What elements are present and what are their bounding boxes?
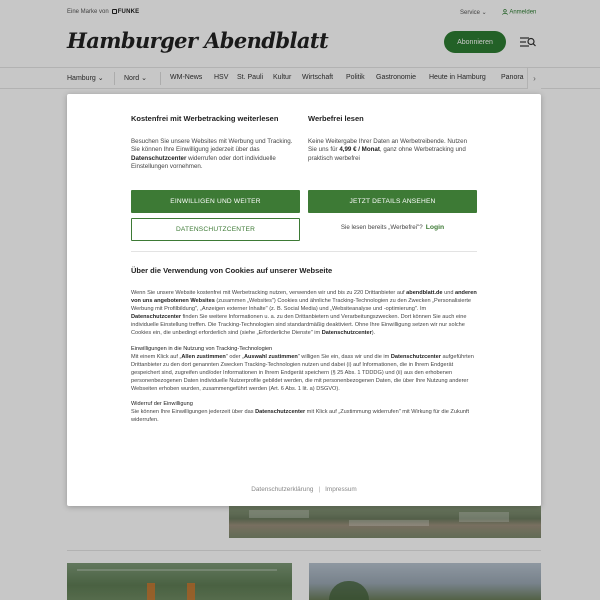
footer-separator: | — [318, 486, 321, 493]
nav-item-kultur[interactable]: Kultur — [273, 74, 292, 81]
pur-option-title: Werbefrei lesen — [308, 114, 364, 123]
nav-item-hamburg[interactable]: Hamburg ⌄ — [67, 75, 104, 82]
cookie-info-title: Über die Verwendung von Cookies auf unserer Webseite — [131, 266, 333, 275]
pur-login-link[interactable]: Login — [425, 224, 445, 231]
subscribe-button[interactable]: Abonnieren — [444, 31, 506, 53]
login-link[interactable]: Anmelden — [502, 9, 536, 16]
tracking-option-title: Kostenfrei mit Werbetracking weiterlesen — [131, 114, 279, 123]
privacy-center-inline-link[interactable]: Datenschutzcenter — [131, 314, 182, 321]
nav-item-panorama[interactable]: Panora — [501, 74, 524, 81]
already-subscribed — [308, 224, 477, 231]
cookie-consent-dialog — [67, 94, 541, 506]
cookie-info — [131, 266, 477, 431]
brand-prefix: Eine Marke von — [67, 9, 109, 16]
nav-item-gastronomie[interactable]: Gastronomie — [376, 74, 417, 81]
other-websites-link[interactable]: anderen von uns angebotenen Websites — [131, 290, 477, 305]
nav-scroll-right-icon[interactable]: › — [527, 68, 541, 89]
revoke-paragraph: Widerruf der Einwilligung Sie können Ihre Einwilligungen jederzeit über das Datenschutzcenter mit Klick auf „Zustimmung widerrufen" mit Wirkung für die Zukunft widerrufen. — [131, 400, 477, 424]
masthead-logo[interactable]: Hamburger Abendblatt — [67, 28, 329, 53]
consent-usage-heading: Einwilligungen in die Nutzung von Tracking-Technologien — [131, 345, 273, 352]
nav-item-hsv[interactable]: HSV — [214, 74, 229, 81]
accept-button[interactable]: EINWILLIGEN UND WEITER — [131, 190, 300, 213]
nav-item-politik[interactable]: Politik — [346, 74, 365, 81]
section-divider — [131, 251, 477, 252]
nav-item-wm-news[interactable]: WM-News — [170, 74, 203, 81]
privacy-center-inline-link[interactable]: Datenschutzcenter — [255, 409, 306, 416]
imprint-link[interactable]: Impressum — [325, 486, 357, 493]
pur-details-button[interactable]: JETZT DETAILS ANSEHEN — [308, 190, 477, 213]
consent-usage-paragraph: Einwilligungen in die Nutzung von Tracking-Technologien Mit einem Klick auf „Allen zustimmen" oder „Auswahl zustimmen" willigen Sie ein, dass wir und die im Datenschutzcenter aufgeführten Drittanbieter zu den dort genannten Zwecken Tracking-Technologien nutzen und dabei (i) auf Informationen, die in Ihrem Endgerät gespeichert sind, zugreifen und/oder Informationen in Ihrem Endgerät speichern (§ 25 Abs. 1 TDDDG) und (ii) aus den erhobenen personenbezogenen Daten individuelle Nutzerprofile gebildet werden, die mit personenbezogenen Daten, die über Ihre Nutzung anderer Webseiten erhoben wurden, zusammengeführt werden (Art. 6 Abs. 1 lit. a) DSGVO). — [131, 345, 477, 394]
tracking-option — [131, 114, 300, 172]
privacy-center-inline-link[interactable]: Datenschutzcenter — [390, 353, 441, 360]
funke-logo: FUNKE — [112, 9, 140, 15]
pur-option-text: Keine Weitergabe Ihrer Daten an Werbetreibende. Nutzen Sie uns für 4,99 € / Monat, ganz ohne Werbetracking und praktisch werbefrei — [308, 138, 468, 162]
privacy-center-button[interactable]: DATENSCHUTZCENTER — [131, 218, 300, 241]
site-link[interactable]: abendblatt.de — [406, 290, 443, 296]
pur-option — [308, 114, 477, 163]
privacy-center-inline-link[interactable]: Datenschutzcenter — [131, 154, 187, 162]
nav-item-nord[interactable]: Nord ⌄ — [124, 75, 147, 82]
nav-item-wirtschaft[interactable]: Wirtschaft — [302, 74, 334, 81]
cookie-info-paragraph: Wenn Sie unsere Website kostenfrei mit Werbetracking nutzen, verwenden wir und bis zu 220 Drittanbieter auf abendblatt.de und anderen von uns angebotenen Websites (zusammen „Websites") Cookies und ähnliche Tracking-Technologien zu den Zwecken „Personalisierte Werbung mit Profilbildung", „Anzeigen externer Inhalte" (z. B. Social Media) und „Websiteanalyse und -optimierung". Im Datenschutzcenter finden Sie weitere Informationen u. a. zu den Drittanbietern und Verarbeitungszwecken. Dort können Sie auch eine individuelle Einstellung treffen. Die Tracking-Technologien sind standardmäßig deaktiviert. Ohne Ihre Einwilligung setzen wir nur solche Cookies ein, die unbedingt erforderlich sind (siehe „Erforderliche Dienste" im Datenschutzcenter). — [131, 290, 477, 337]
nav-item-st-pauli[interactable]: St. Pauli — [237, 74, 264, 81]
privacy-center-inline-link[interactable]: Datenschutzcenter — [321, 330, 372, 337]
dialog-footer — [67, 486, 541, 493]
nav-item-heute-in-hamburg[interactable]: Heute in Hamburg — [429, 74, 486, 81]
pur-price: 4,99 € / Monat — [339, 146, 380, 154]
revoke-heading: Widerruf der Einwilligung — [131, 401, 193, 408]
privacy-policy-link[interactable]: Datenschutzerklärung — [251, 486, 314, 493]
service-menu[interactable]: Service ⌄ — [460, 10, 487, 16]
tracking-option-text: Besuchen Sie unsere Websites mit Werbung und Tracking. Sie können Ihre Einwilligung jederzeit über das Datenschutzcenter widerrufen oder dort individuelle Einstellungen vornehmen. — [131, 138, 293, 171]
already-subscribed-text: Sie lesen bereits „Werbefrei"? — [340, 224, 423, 231]
